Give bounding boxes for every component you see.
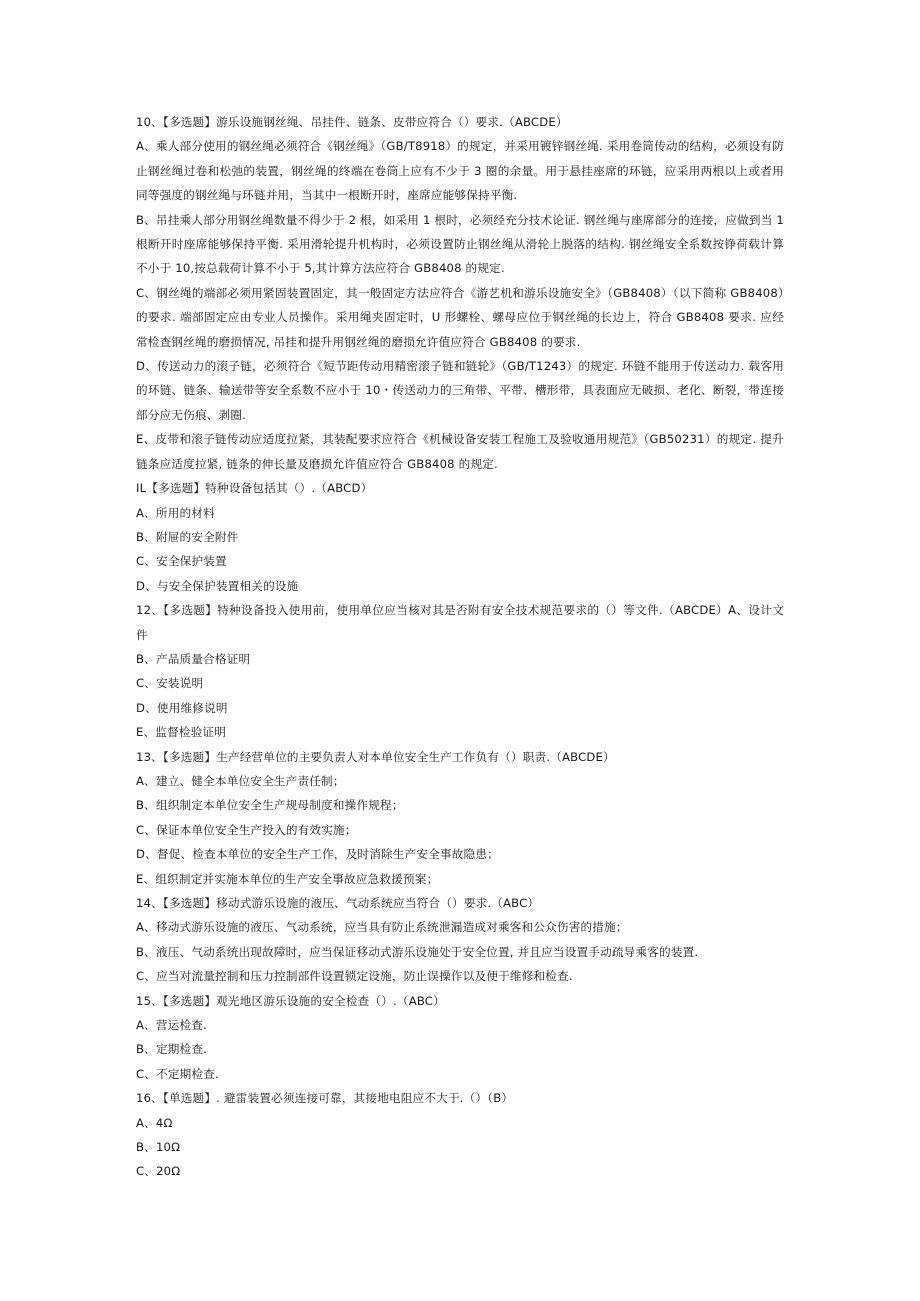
question-text: 10、【多选题】游乐设施钢丝绳、吊挂件、链条、皮带应符合（）要求.（ABCDE） xyxy=(136,115,568,129)
option-text: B、产品质量合格证明 xyxy=(136,651,251,666)
option-text: A、移动式游乐设施的液压、气动系统，应当具有防止系统泄漏造成对乘客和公众伤害的措施； xyxy=(136,920,628,935)
question-text: 13、【多选题】生产经营单位的主要负责人对本单位安全生产工作负有（）职责.（ABCDE） xyxy=(136,749,615,764)
option-text: A、乘人部分使用的钢丝绳必须符合《钢丝绳》（GB/T8918）的规定，并采用镀锌钢丝绳. 采用卷筒传动的结构，必须设有防止钢丝绳过卷和松弛的装置，钢丝绳的终端在卷筒上应有不少于 3 圈的余量。用于悬挂座席的环链，应采用两根以上或者用同等强度的钢丝绳与环链并用，当其中一根断开时，座席应能够保持平衡. xyxy=(136,139,784,203)
option-text: A、4Ω xyxy=(136,1115,173,1130)
option-text: E、监督检验证明 xyxy=(136,725,227,740)
option-text: B、定期检查. xyxy=(136,1042,208,1057)
option-text: E、组织制定并实施本单位的生产安全事故应急救援预案； xyxy=(136,871,439,886)
option-text: D、使用维修说明 xyxy=(136,700,228,715)
option-text: C、20Ω xyxy=(136,1164,181,1179)
option-text: C、应当对流量控制和压力控制部件设置锁定设施，防止误操作以及便于维修和检查. xyxy=(136,969,573,984)
option-text: C、安装说明 xyxy=(136,676,204,691)
question-text: IL【多选题】特种设备包括其（）.（ABCD） xyxy=(136,481,373,496)
option-text: C、不定期检查. xyxy=(136,1066,219,1081)
option-text: B、组织制定本单位安全生产规母制度和操作规程； xyxy=(136,798,404,813)
option-text: A、营运检查. xyxy=(136,1018,207,1033)
question-text: 16、【单选题】. 避雷装置必须连接可靠，其接地电阻应不大于.（）（B） xyxy=(136,1091,514,1106)
option-text: D、督促、检查本单位的安全生产工作，及时消除生产安全事故隐患； xyxy=(136,847,499,862)
option-text: B、吊挂乘人部分用钢丝绳数量不得少于 2 根，如采用 1 根时，必须经充分技术论证. 钢丝绳与座席部分的连接，应做到当 1 根断开时座席能够保持平衡. 采用滑轮提升机构时，必须设置防止钢丝绳从滑轮上脱落的结构. 钢丝绳安全系数按铮荷载计算不小于 10,按总载荷计算不小于 5,其计算方法应符合 GB8408 的规定. xyxy=(136,212,784,276)
option-text: E、皮带和滚子链传动应适度拉紧，其装配要求应符合《机械设备安装工程施工及验收通用规范》（GB50231）的规定. 提升链条应适度拉紧, 链条的伸长量及磨损允许值应符合 GB8408 的规定. xyxy=(136,432,784,471)
option-text: B、附屉的安全附件 xyxy=(136,529,239,544)
option-text: D、与安全保护装置相关的设施 xyxy=(136,578,299,593)
question-text: 12、【多选题】特种设备投入使用前，使用单位应当核对其是否附有安全技术规范要求的（）等文件.（ABCDE）A、设计文件 xyxy=(136,603,784,642)
question-text: 15、【多选题】观光地区游乐设施的安全检查（）.（ABC） xyxy=(136,993,445,1008)
option-text: C、钢丝绳的端部必须用紧固装置固定，其一般固定方法应符合《游艺机和游乐设施安全》（GB8408）（以下简称 GB8408）的要求. 端部固定应由专业人员操作。采用绳夹固定时，U 形螺栓、螺母应位于钢丝绳的长边上，符合 GB8408 要求. 应经常检查钢丝绳的磨损情况, 吊挂和提升用钢丝绳的磨损允许值应符合 GB8408 的要求. xyxy=(136,285,784,349)
option-text: C、安全保护装置 xyxy=(136,554,227,569)
document-page xyxy=(136,110,784,1184)
option-text: A、所用的材料 xyxy=(136,505,215,520)
option-text: D、传送动力的滚子链，必须符合《短节距传动用精密滚子链和链轮》（GB/T1243）的规定. 环链不能用于传送动力. 载客用的环链、链条、输送带等安全系数不应小于 10・传送动力的三角带、平带、槽形带，具表面应无破损、老化、断裂，带连接部分应无伤痕、剥圈. xyxy=(136,359,784,422)
option-text: B、液压、气动系统出现故障时，应当保证移动式游乐设施处于安全位置, 并且应当设置手动疏导乘客的装置. xyxy=(136,944,699,959)
option-text: B、10Ω xyxy=(136,1140,181,1155)
question-text: 14、【多选题】移动式游乐设施的液压、气动系统应当符合（）要求.（ABC） xyxy=(136,896,540,910)
option-text: C、保证本单位安全生产投入的有效实施； xyxy=(136,822,357,837)
option-text: A、建立、健全本单位安全生产责任制； xyxy=(136,773,345,788)
